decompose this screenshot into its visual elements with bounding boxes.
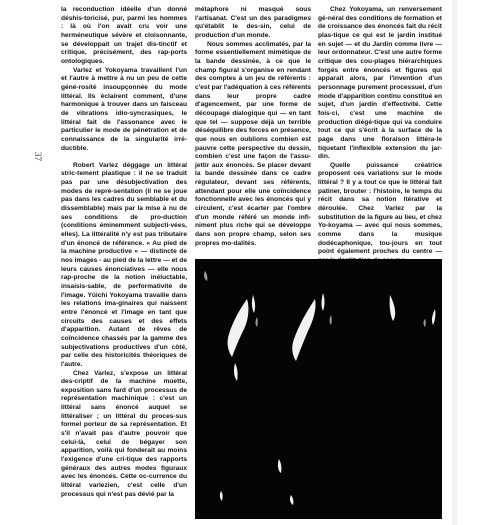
white-figure-shape [292,299,315,361]
white-figure-shape [390,295,396,321]
text-column-left [61,6,187,499]
white-figure-shape [220,491,223,501]
paragraph: Chez Varlez, s'expose un littéral des-criptif de la machine muette, exposition sans fard d'un processus de représentation machinique : c'est un littéral sans énoncé auquel se littéraliser ; un littéral du proces-sus formel porteur de sa représentation. Et s'il n'avait pas d'autre pouvoir que celui-là, celui de bégayer son apparition, voilà qui fonderait au moins l'exigence d'une cri-tique des rapports généraux des autres modes figuraux avec les énoncés. Cette oc-currence du littéral varlezien, c'est celle d'un processus qui n'est pas dévié par la [61,369,187,498]
white-figure-shape [432,309,435,325]
gray-figure-shape [204,271,207,281]
paragraph: Nous sommes acclimatés, par la forme essentiellement mimétique de la bande dessinée, à ce que le champ figural s'organise en rendant des comptes à un jeu de référents : c'est par l'adéquation à ces référents dans leur propre cadre d'agencement, par une forme de découpage dialogique qui — en tant que tel — suppose déjà un terrible déséquilibre des forces en présence, que nous en oublions combien est pauvre cette perspective du dessin, combien c'est une façon de l'assu-jettir aux énoncés. Se placer devant la bande dessinée dans ce cadre régulateur, devant ses référents, attendant pour elle une coïncidence fonctionnelle avec les énoncés qui y circulent, c'est écarter par l'ombre d'un monde référé un monde infi-niment plus riche qui se développe dans son propre champ, selon ses propres mo-dalités. [195,40,311,247]
paragraph: métaphore ni masqué sous l'artisanat. C'est un des paradigmes qu'établit le des-sin, celui de production d'un monde. [195,6,311,39]
paragraph: la reconduction idéelle d'un donné déshis-toricisé, pur, parmi les hommes : là où l'on avait cru voir une herméneutique sévère et cloisonnante, se développait un trajet dis-tinctif et critique, précisément, des rap-ports ontologiques. [61,6,187,65]
text-column-right [318,6,442,266]
white-figure-shape [290,495,293,505]
paragraph: Chez Yokoyama, un renversement gé-néral des conditions de formation et de croissance des énoncés fait du récit plas-tique ce qui est le jardin institué en sujet — et du Jardin comme livre — leur ordonnateur. C'est une autre forme critique des cou-plages hiérarchiques forgés entre énoncés et figures qui apparaît alors, par l'invention d'un personnage purement processuel, d'un mode d'apparition continu constitué en sujet, d'un jardin d'effectivité. Cette fois-ci, c'est une machine de production diégé-tique qui va conduire tout ce qui s'écrit à la surface de la page dans une floraison littéra-le tiquetant l'inflexible extension du jar-din. [318,6,442,161]
page-edge [452,0,458,525]
abstract-figures-drawing [195,259,442,519]
white-figure-shape [278,459,281,473]
white-figure-shape [234,363,238,381]
paragraph: Quelle puissance créatrice proposent ces variations sur le mode littéral ? Il y a tout ce que le littéral fait patiner, brouter : l'histoire, le temps du récit dans sa notion itérative et déroulée. Chez Varlez par la substitution de la figure au lieu, et chez Yo-koyama — avec qui nous sommes, comme dans la musique dodécaphonique, tou-jours en tout point également proches du centre — [318,161,442,256]
gray-figure-shape [424,319,426,327]
gray-figure-shape [330,315,332,325]
gray-figure-shape [256,317,258,327]
paragraph: Robert Varlez déggage un littéral stric-tement plastique : il ne se traduit pas par une désubjectivation des modes de repré-sentation (il ne se joue pas dans les cadres du semblable et du dissemblable) mais par la mise à nu de ses conditions de pro-duction (conditions éminemment subjecti-vées, elles). La littéralité n'y est pas tributaire d'un énoncé de référence. « Au pied de la machine productive » — distincte de nos images - au pied de la lettre — et de leurs causes énonciatives — elle nous rap-proche de la notion inéluctable, insaisis-sable, de performativité de l'image. Yûichi Yokoyama travaille dans les relations ima-ginaires qui naissent entre l'énoncé et l'image en tant que circuits des causes et des effets d'apparition. Autant de rêves de coïncidence chassés par la gamme des subjectivations productives d'un côté, par celle des historicités théoriques de l'autre. [61,161,187,368]
white-figure-shape [228,299,249,357]
white-figure-shape [252,295,255,313]
paragraph: Varlez et Yokoyama travaillent l'un et l'autre à mettre à nu un peu de cette géné-rosité insoupçonnée du mode littéral. Ils éclairent comment, d'une harmonique à trouver dans un faisceau de vibrations idio-syncrasiques, le littéral fait de l'assonance avec le particulier le mode de pénétration et de connaissance de la singularité irré-ductible. [61,66,187,152]
white-figure-shape [322,293,325,311]
page-number: 37 [33,152,43,161]
text-column-middle [195,6,311,248]
comic-panel-image [195,259,442,519]
